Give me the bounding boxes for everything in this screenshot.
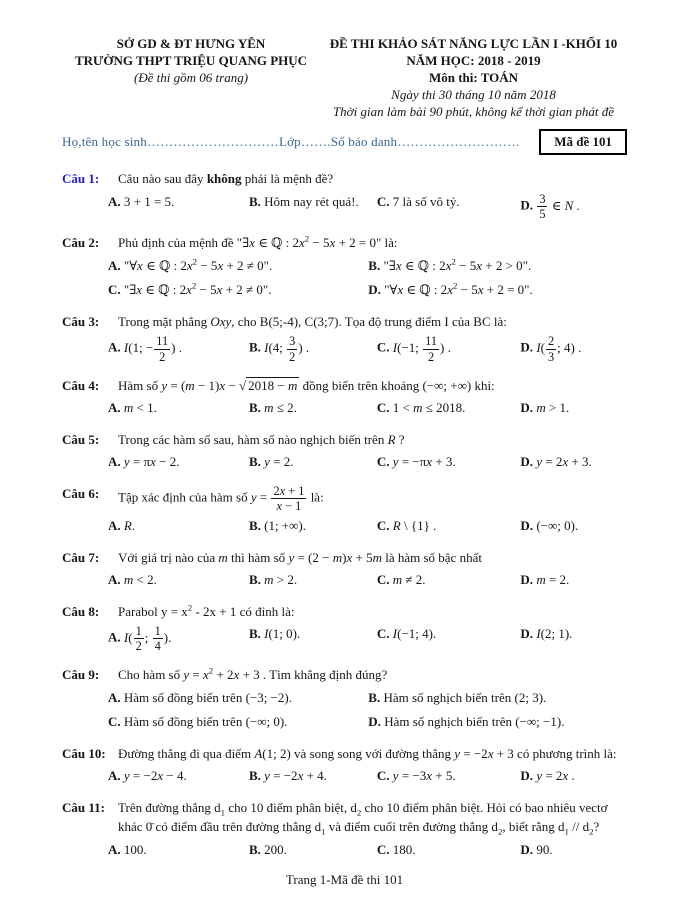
option-key: D. [520,340,534,355]
option-key: D. [520,197,534,213]
option-text: 7 là số vô tỷ. [392,193,460,209]
option-A [108,516,243,536]
question-label: Câu 11: [62,799,105,815]
option-text: y = −πx + 3. [392,454,456,470]
option-text: "∃x ∈ ℚ : $2x^2 - 5x + 2 > 0$". [383,256,532,273]
option-text: I(−1; $\frac{11}{2}$ ) . [392,334,451,364]
department-name: SỞ GD & ĐT HƯNG YÊN [116,36,266,51]
question-text: Tập xác định của hàm số y = $\frac{2x + 1}{x - 1}$ là: [118,483,324,513]
option-key: B. [248,572,261,588]
option-text: 90. [536,841,553,857]
option-key: B. [368,257,381,273]
option-key: C. [376,400,390,416]
question-label: Câu 10: [62,745,106,761]
option-key: A. [108,518,121,534]
option-key: A. [108,340,121,355]
option-text: I(4; $\frac{3}{2}$ ) . [264,334,310,364]
options-row [108,688,627,732]
school-name: TRƯỜNG THPT TRIỆU QUANG PHỤC [74,52,308,68]
options-row [108,398,627,418]
option-D [520,334,624,363]
question-text: Hàm số y = (m − 1)x − √ 2018 − m đồng biến trên khoảng (−∞; +∞) khi: [118,377,495,393]
option-text: I(−1; 4). [392,626,437,642]
option-text: $\frac{3}{5}$ ∈ N . [539,191,580,222]
option-key: A. [108,454,121,470]
option-C [377,192,515,221]
option-key: D. [520,841,534,857]
option-A [108,452,243,472]
question-8 [62,602,627,654]
question-text: Với giá trị nào của m thì hàm số y = (2 − m)x + 5m là hàm số bậc nhất [118,549,482,565]
question-text: Trong mặt phẳng Oxy, cho B(5;-4), C(3;7). Tọa độ trung điểm I của BC là: [118,313,507,329]
option-text: y = 2x + 3. [536,454,592,470]
option-key: C. [376,768,390,784]
option-text: "∃x ∈ ℚ : $2x^2 - 5x + 2 \ne 0$". [123,281,272,298]
option-B [249,840,371,860]
option-key: B. [248,518,261,534]
option-text: m ≤ 2. [264,400,297,416]
option-key: B. [248,626,261,642]
option-A [108,766,243,786]
exam-title-block [320,36,627,120]
option-C [377,840,515,860]
question-7 [62,548,627,590]
exam-header [62,36,627,120]
option-C [377,766,515,786]
option-C [377,570,515,590]
option-A [108,334,243,363]
option-text: R \ {1} . [392,518,437,534]
option-text: "∀x ∈ ℚ : $2x^2 - 5x + 2 \ne 0$". [123,256,273,273]
question-text: Trên đường thẳng $d_1$ cho 10 điểm phân biệt, $d_2$ cho 10 điểm phân biệt. Hỏi có bao nhiêu vectơ khác 0̄ có điểm đầu trên đường thẳng $d_1$ và điểm cuối trên đường thẳng $d_2$, biết rằng $d_1 // d_2$? [118,799,608,838]
option-text: I( $\frac{2}{3}$ ; 4) . [536,334,582,364]
question-text: Trong các hàm số sau, hàm số nào nghịch biến trên R ? [118,431,405,447]
option-key: A. [108,572,121,588]
question-11 [62,798,627,860]
option-text: I(2; 1). [536,626,573,642]
option-B [249,516,371,536]
option-key: A. [108,629,121,645]
option-B [249,192,371,221]
option-key: A. [108,768,121,784]
option-D [368,712,622,732]
option-B [249,624,371,653]
option-key: B. [248,768,261,784]
option-key: B. [248,841,261,857]
options-row [108,192,627,221]
option-text: m < 1. [123,400,157,416]
question-3 [62,312,627,364]
options-row [108,766,627,786]
option-text: y = −3x + 5. [392,768,456,784]
exam-subject: Môn thi: TOÁN [428,69,519,85]
option-C [108,712,362,732]
options-row [108,452,627,472]
option-D [368,280,622,300]
option-D [520,624,624,653]
option-key: A. [108,689,121,705]
option-text: (−∞; 0). [536,518,579,534]
option-key: C. [108,714,121,730]
question-label: Câu 7: [62,549,100,565]
school-block [62,36,320,87]
option-key: C. [376,572,390,588]
option-B [249,570,371,590]
option-text: 3 + 1 = 5. [123,193,175,209]
option-A [108,570,243,590]
option-D [520,840,624,860]
question-label: Câu 9: [62,667,100,683]
option-key: A. [108,400,121,416]
option-key: B. [248,454,261,470]
option-D [520,766,624,786]
option-key: D. [520,572,534,588]
option-text: m ≠ 2. [392,572,426,588]
option-key: D. [368,282,381,298]
option-A [108,192,243,221]
options-row [108,516,627,536]
option-key: C. [376,626,390,642]
option-text: I(1; 0). [264,626,301,642]
option-B [249,452,371,472]
option-key: D. [520,518,534,534]
option-key: B. [248,340,261,355]
option-text: "∀x ∈ ℚ : $2x^2 - 5x + 2 = 0$". [384,281,533,298]
options-row [108,256,627,300]
option-text: Hàm số đồng biến trên (−3; −2). [123,689,292,705]
option-text: y = πx − 2. [123,454,180,470]
option-text: 180. [392,841,416,857]
question-6 [62,484,627,536]
option-key: C. [108,282,121,298]
option-key: B. [248,193,261,209]
option-C [377,516,515,536]
option-text: Hàm số nghịch biến trên (2; 3). [383,689,547,705]
option-text: y = −2x + 4. [264,768,327,784]
question-9 [62,665,627,732]
option-B [249,766,371,786]
option-D [520,452,624,472]
question-2 [62,233,627,300]
option-C [377,334,515,363]
option-text: m < 2. [123,572,157,588]
option-B [368,688,622,708]
exam-date: Ngày thi 30 tháng 10 năm 2018 [391,86,556,102]
option-C [377,452,515,472]
option-text: y = 2. [264,454,294,470]
question-text: Đường thẳng đi qua điểm A(1; 2) và song song với đường thẳng y = −2x + 3 có phương trình là: [118,745,617,761]
option-D [520,516,624,536]
option-text: m > 2. [264,572,298,588]
options-row [108,624,627,653]
option-text: y = 2x . [536,768,575,784]
option-C [108,280,362,300]
question-text: Câu nào sau đây không phải là mệnh đề? [118,171,334,187]
option-key: A. [108,841,121,857]
option-key: C. [376,454,390,470]
option-key: C. [376,340,390,355]
options-row [108,334,627,363]
option-text: (1; +∞). [264,518,306,534]
question-label: Câu 6: [62,485,100,501]
option-key: A. [108,257,121,273]
page-count-note: (Đề thi gồm 06 trang) [133,69,249,85]
option-key: C. [376,518,390,534]
student-info-line: Họ,tên học sinh…………………………Lớp…….Số báo danh………………………. [62,134,520,150]
option-text: y = −2x − 4. [123,768,187,784]
question-label: Câu 3: [62,313,100,329]
option-key: D. [368,714,381,730]
option-text: I( $\frac{1}{2}$ ; $\frac{1}{4}$ ). [123,624,172,654]
question-list [62,169,627,859]
option-key: C. [376,841,390,857]
option-A [108,624,243,653]
question-label: Câu 1: [62,171,100,187]
question-1 [62,169,627,221]
question-text: Parabol $y = x^2 - 2x + 1$ có đỉnh là: [118,602,295,619]
question-5 [62,430,627,472]
question-label: Câu 8: [62,603,100,619]
option-B [368,256,622,276]
exam-title: ĐỀ THI KHẢO SÁT NĂNG LỰC LẦN I -KHỐI 10 [329,36,618,51]
option-key: D. [520,454,534,470]
exam-duration: Thời gian làm bài 90 phút, không kể thời gian phát đề [332,103,615,119]
option-key: D. [520,626,534,642]
question-text: Phủ định của mệnh đề "∃x ∈ ℚ : $2x^2 - 5x + 2 = 0$" là: [118,234,398,251]
option-text: 1 < m ≤ 2018. [392,400,466,416]
option-text: R. [123,518,136,534]
page-footer: Trang 1-Mã đề thi 101 [285,872,404,888]
option-key: B. [368,689,381,705]
option-key: D. [520,400,534,416]
question-label: Câu 5: [62,431,100,447]
exam-code-box: Mã đề 101 [539,129,627,155]
question-text: Cho hàm số $y = x^2 + 2x + 3$ . Tìm khẳng định đúng? [118,666,388,683]
school-year: NĂM HỌC: 2018 - 2019 [406,52,541,68]
option-A [108,398,243,418]
option-text: Hàm số đồng biến trên (−∞; 0). [123,714,288,730]
question-10 [62,744,627,786]
question-label: Câu 2: [62,235,100,251]
option-text: Hôm nay rét quá!. [264,193,359,209]
option-C [377,398,515,418]
options-row [108,840,627,860]
options-row [108,570,627,590]
option-D [520,192,624,221]
option-key: A. [108,193,121,209]
question-label: Câu 4: [62,377,100,393]
option-A [108,840,243,860]
question-4 [62,376,627,418]
option-text: 100. [123,841,147,857]
option-A [108,688,362,708]
option-A [108,256,362,276]
option-B [249,398,371,418]
option-D [520,398,624,418]
student-info-row [62,129,627,155]
option-key: B. [248,400,261,416]
option-text: m = 2. [536,572,570,588]
option-D [520,570,624,590]
option-text: I(1; − $\frac{11}{2}$ ) . [123,334,182,364]
option-text: 200. [264,841,287,857]
option-B [249,334,371,363]
option-text: Hàm số nghịch biến trên (−∞; −1). [384,714,565,730]
option-key: D. [520,768,534,784]
option-C [377,624,515,653]
option-key: C. [376,193,390,209]
option-text: m > 1. [536,400,570,416]
